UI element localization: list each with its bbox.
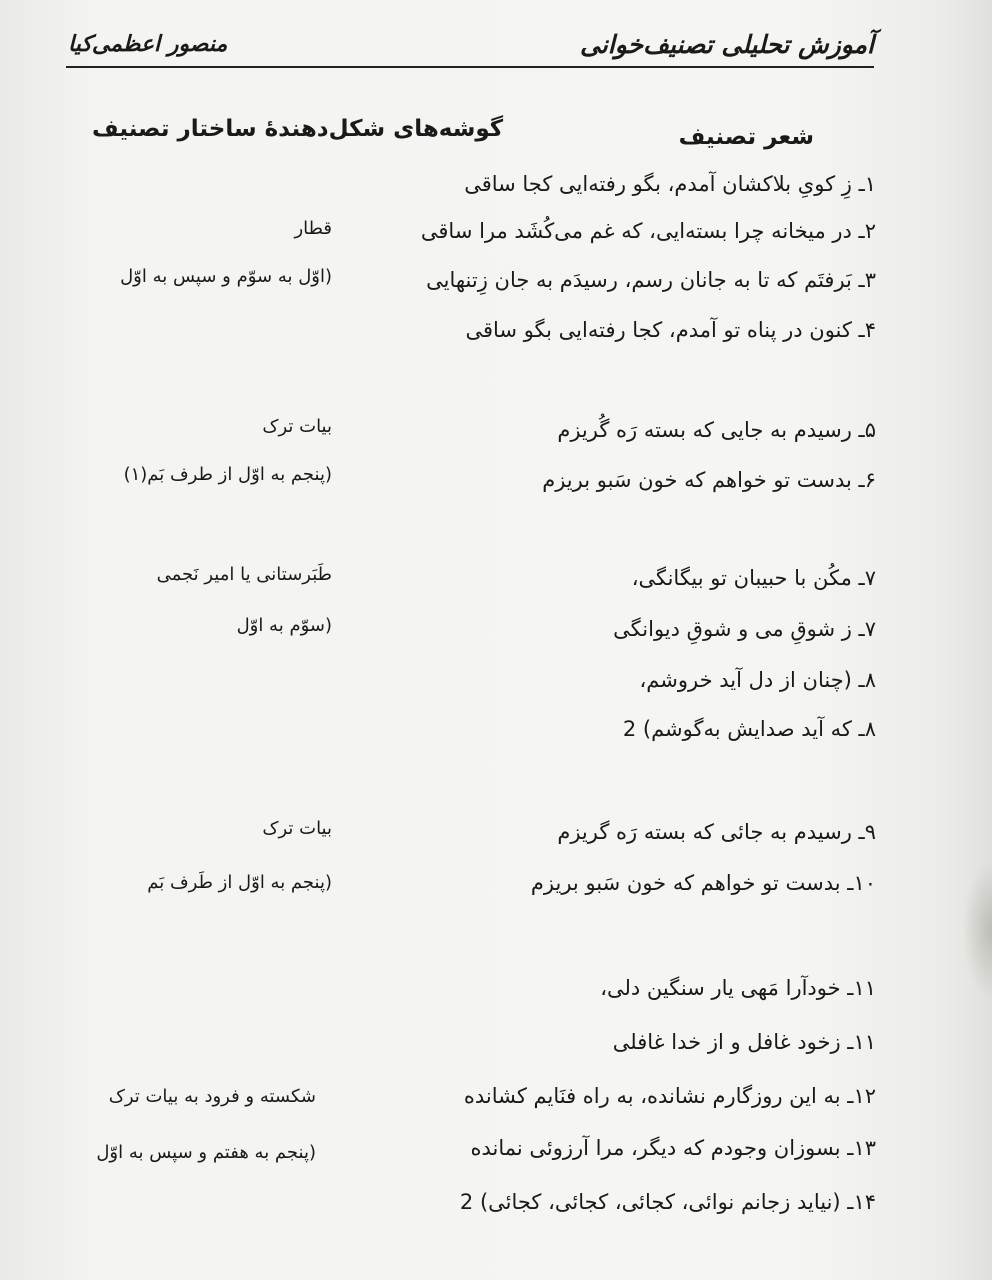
poem-line: ۱۴ـ (نیاید زجانم نوائی، کجائی، کجائی، کجائی) 2 <box>459 1190 876 1214</box>
poem-line: ۱۱ـ خودآرا مَهی یار سنگین دلی، <box>600 976 876 1000</box>
poem-line: ۷ـ مکُن با حبیبان تو بیگانگی، <box>631 566 876 590</box>
page-edge-shadow <box>962 860 992 1000</box>
gushe-movement: (اوّل به سوّم و سپس به اوّل <box>120 266 332 287</box>
gushe-movement: (سوّم به اوّل <box>236 615 332 636</box>
gushe-name: بیات ترک <box>262 818 332 839</box>
poem-column-heading: شعر تصنیف <box>678 124 814 150</box>
poem-line: ۱ـ زِ کویِ بلاکشان آمدم، بگو رفته‌ایی کجا ساقی <box>464 172 876 196</box>
poem-line: ۹ـ رسیدم به جائی که بسته رَه گریزم <box>557 820 876 844</box>
gushe-movement: (پنجم به اوّل از طَرف بَم <box>147 872 332 893</box>
poem-line: ۱۲ـ به این روزگارم نشانده، به راه فنَایم کشانده <box>463 1084 876 1108</box>
poem-line: ۴ـ کنون در پناه تو آمدم، کجا رفته‌ایی بگو ساقی <box>465 318 876 342</box>
gushe-movement: (پنجم به هفتم و سپس به اوّل <box>96 1142 316 1163</box>
header-rule <box>66 66 874 68</box>
poem-line: ۸ـ که آید صدایش به‌گوشم) 2 <box>622 717 876 741</box>
poem-line: ۵ـ رسیدم به جایی که بسته رَه گُریزم <box>557 418 876 442</box>
poem-line: ۱۱ـ زخود غافل و از خدا غافلی <box>612 1030 876 1054</box>
poem-line: ۳ـ بَرفتَم که تا به جانان رسم، رسیدَم به جان زِتنهایی <box>426 268 876 292</box>
gushe-name: طَبَرستانی یا امیر نَجمی <box>156 564 332 585</box>
gushe-name: قطار <box>294 218 332 239</box>
poem-line: ۸ـ (چنان از دل آید خروشم، <box>639 668 876 692</box>
poem-line: ۶ـ بدست تو خواهم که خون سَبو بریزم <box>542 468 876 492</box>
poem-line: ۲ـ در میخانه چرا بسته‌ایی، که غم می‌کُشَد مرا ساقی <box>420 219 876 243</box>
poem-line: ۱۰ـ بدست تو خواهم که خون سَبو بریزم <box>530 871 876 895</box>
poem-line: ۱۳ـ بسوزان وجودم که دیگر، مرا آرزوئی نمانده <box>470 1136 876 1160</box>
gushe-column-heading: گوشه‌های شکل‌دهندهٔ ساختار تصنیف <box>92 116 504 142</box>
book-title: آموزش تحلیلی تصنیف‌خوانی <box>580 30 874 59</box>
poem-line: ۷ـ ز شوقِ می و شوقِ دیوانگی <box>613 617 876 641</box>
gushe-movement: (پنجم به اوّل از طرف بَم(۱) <box>123 464 332 485</box>
gushe-name: شکسته و فرود به بیات ترک <box>108 1086 316 1107</box>
author-name: منصور اعظمی‌کیا <box>68 32 228 57</box>
gushe-name: بیات ترک <box>262 416 332 437</box>
